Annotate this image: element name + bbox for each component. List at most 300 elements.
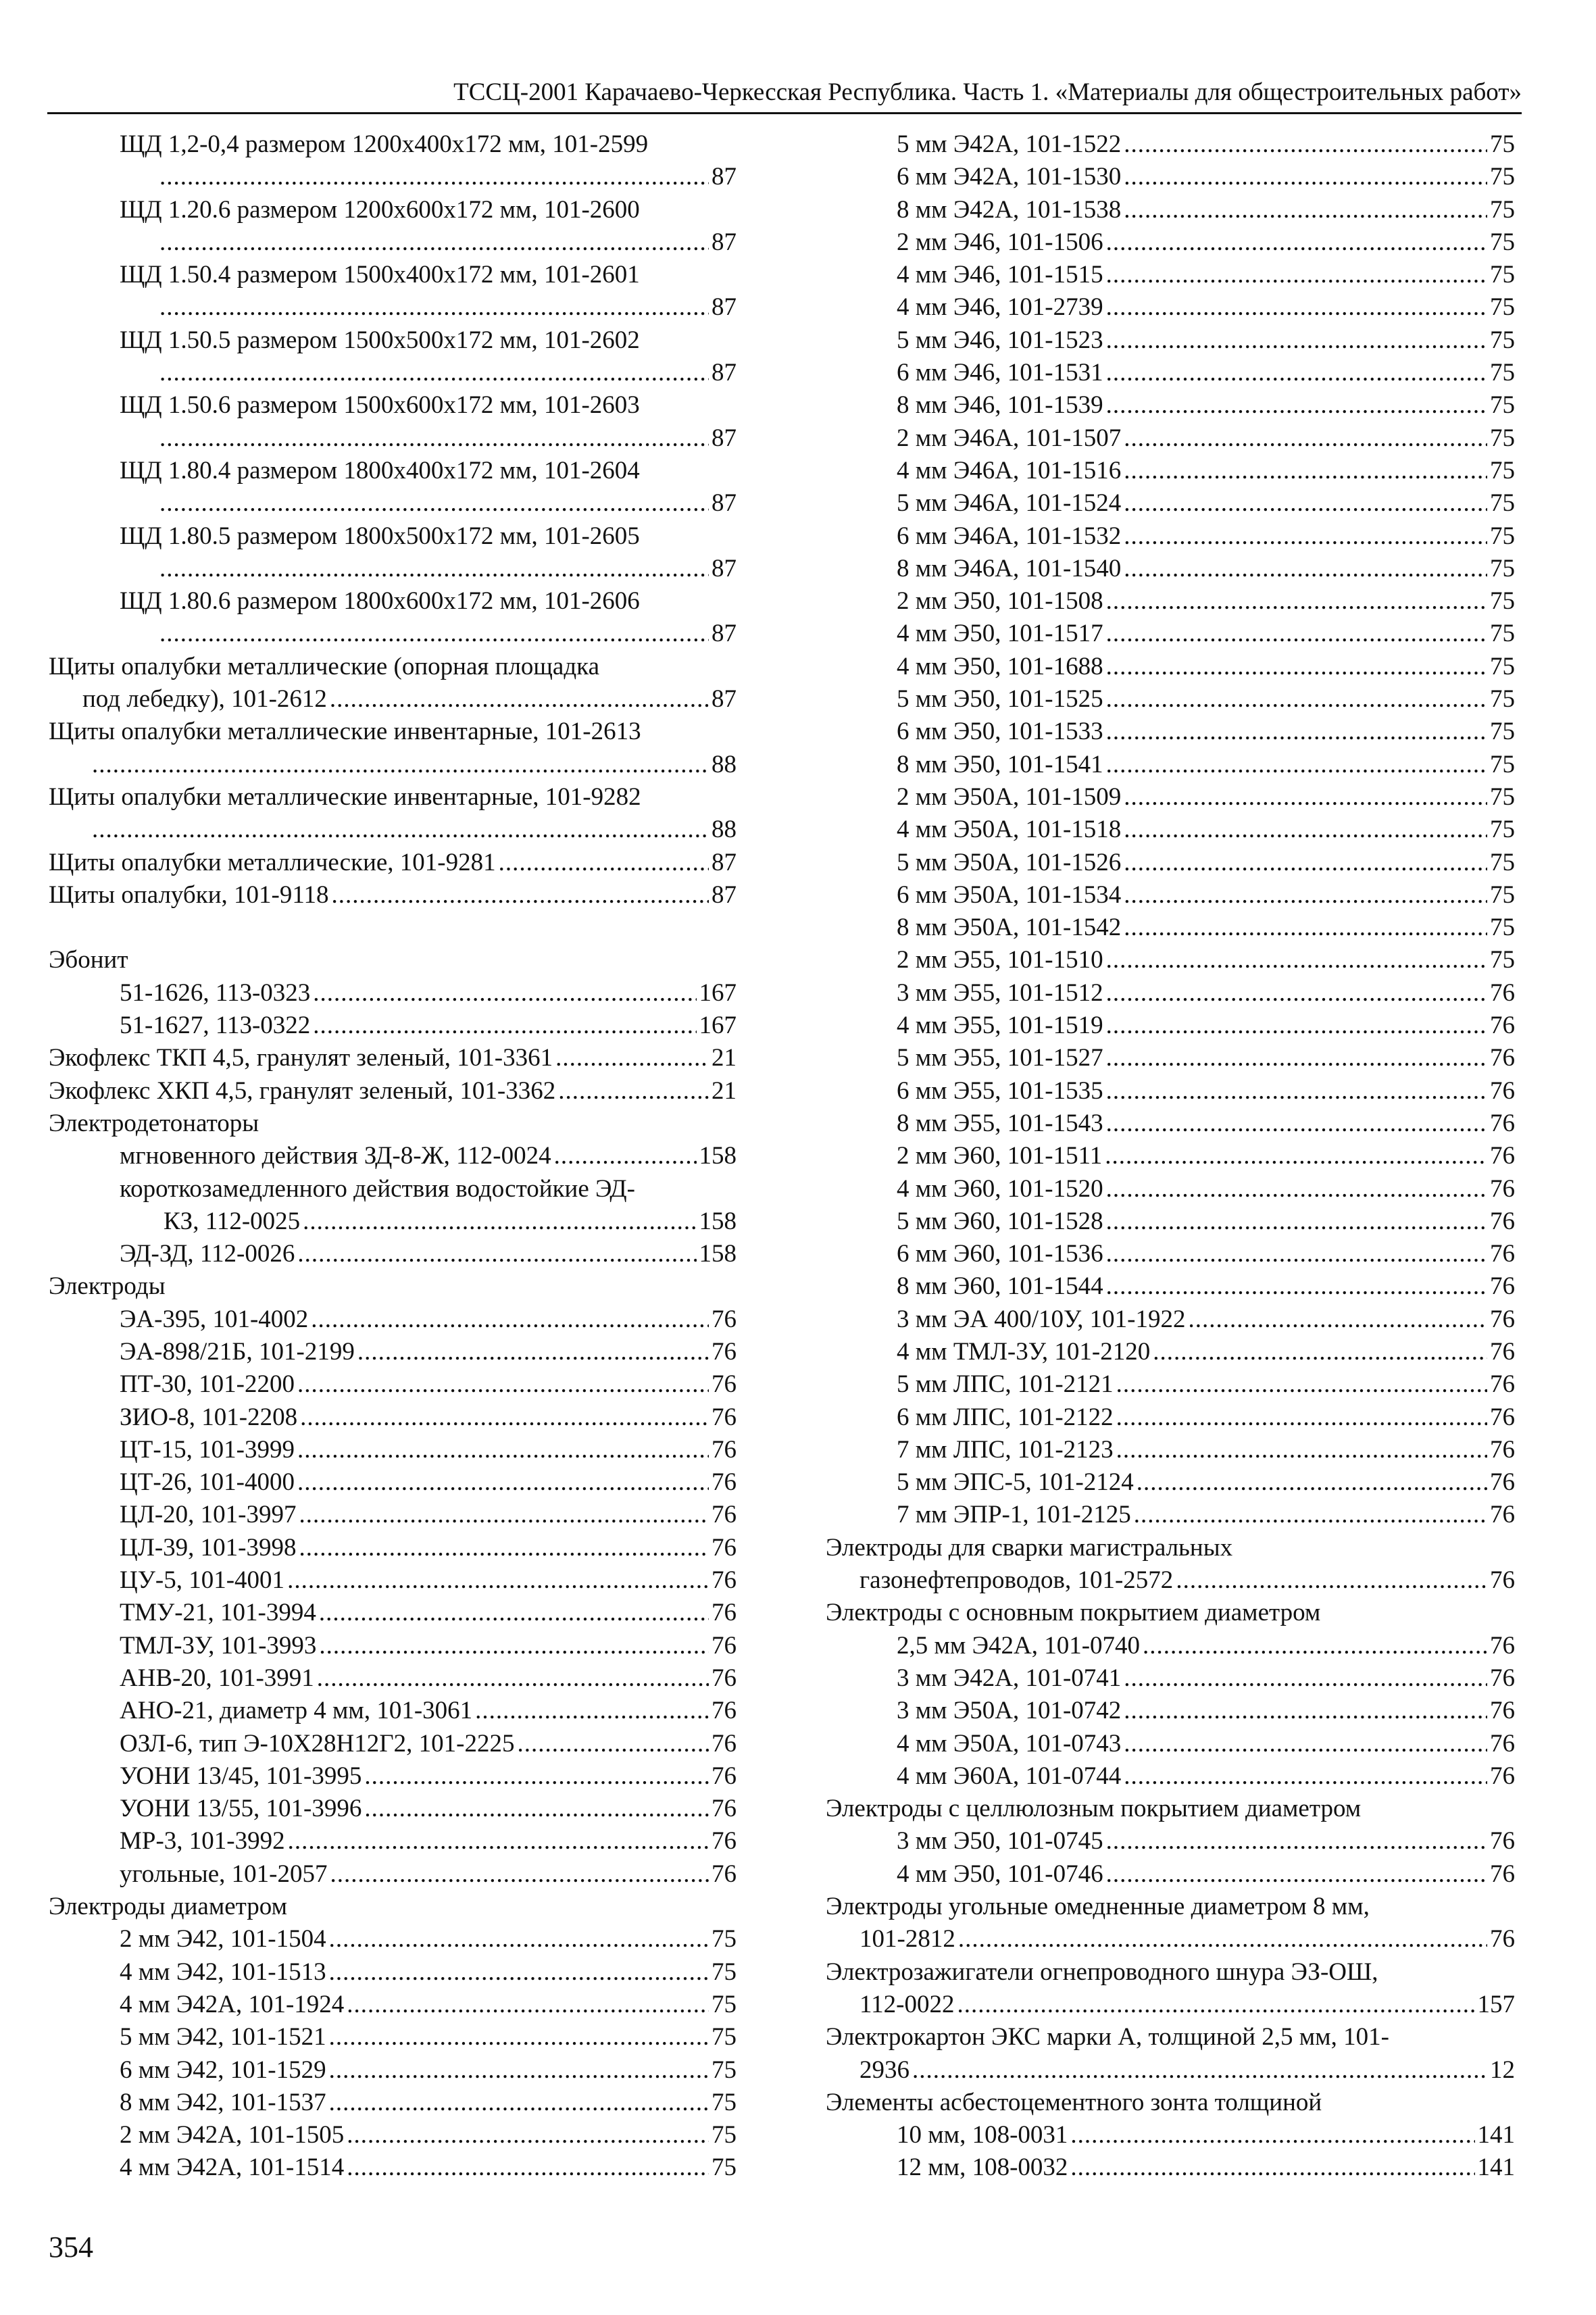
index-entry bbox=[49, 291, 737, 324]
dot-leader bbox=[313, 977, 696, 1010]
index-entry bbox=[49, 1662, 737, 1695]
entry-text: 51-1626, 113-0323 bbox=[120, 978, 311, 1007]
dot-leader bbox=[329, 2054, 709, 2087]
index-entry bbox=[826, 1728, 1515, 1760]
page-ref: 21 bbox=[712, 1076, 737, 1105]
dot-leader bbox=[313, 1010, 696, 1042]
page-ref: 87 bbox=[712, 228, 737, 256]
page-ref: 75 bbox=[1490, 587, 1515, 616]
index-entry bbox=[826, 1564, 1515, 1597]
entry-text: 2 мм Э60, 101-1511 bbox=[897, 1142, 1103, 1170]
entry-text: Экофлекс ТКП 4,5, гранулят зеленый, 101-3361 bbox=[49, 1044, 553, 1072]
dot-leader bbox=[329, 2021, 709, 2053]
dot-leader bbox=[297, 1238, 696, 1270]
dot-leader bbox=[311, 1303, 709, 1336]
index-entry bbox=[49, 585, 737, 618]
index-entry bbox=[826, 1630, 1515, 1662]
page-ref: 76 bbox=[712, 1631, 737, 1660]
page-ref: 76 bbox=[1490, 1566, 1515, 1595]
index-entry bbox=[49, 977, 737, 1010]
entry-text: Щиты опалубки металлические, 101-9281 bbox=[49, 848, 496, 876]
entry-text: 4 мм Э46, 101-2739 bbox=[897, 293, 1103, 322]
page-ref: 75 bbox=[1490, 326, 1515, 354]
entry-text: ЩД 1.50.6 размером 1500x600x172 мм, 101-2603 bbox=[120, 391, 640, 420]
dot-leader bbox=[347, 1989, 709, 2021]
index-entry bbox=[826, 1989, 1515, 2021]
dot-leader bbox=[1105, 1140, 1487, 1172]
index-entry bbox=[826, 814, 1515, 846]
entry-text: ЦУ-5, 101-4001 bbox=[120, 1566, 285, 1595]
dot-leader bbox=[357, 1336, 709, 1368]
page-ref: 76 bbox=[1490, 1142, 1515, 1170]
dot-leader bbox=[1124, 1695, 1487, 1727]
page-ref: 87 bbox=[712, 359, 737, 387]
entry-text: 3 мм ЭА 400/10У, 101-1922 bbox=[897, 1305, 1186, 1333]
page-ref: 75 bbox=[712, 2056, 737, 2084]
index-entry bbox=[49, 944, 737, 976]
dot-leader bbox=[1106, 1042, 1487, 1074]
index-entry bbox=[49, 1728, 737, 1760]
page-ref: 76 bbox=[1490, 1631, 1515, 1660]
entry-text: 2 мм Э46А, 101-1507 bbox=[897, 424, 1122, 452]
index-entry bbox=[826, 1825, 1515, 1858]
index-entry bbox=[49, 1107, 737, 1140]
dot-leader bbox=[1106, 1010, 1487, 1042]
index-entry bbox=[826, 553, 1515, 585]
entry-text: ЭА-898/21Б, 101-2199 bbox=[120, 1337, 355, 1366]
entry-text: ЩД 1.80.4 размером 1800x400x172 мм, 101-2604 bbox=[120, 456, 640, 484]
entry-text: 4 мм Э50, 101-0746 bbox=[897, 1860, 1103, 1888]
dot-leader bbox=[1134, 1499, 1487, 1531]
entry-text: 4 мм Э55, 101-1519 bbox=[897, 1012, 1103, 1040]
dot-leader bbox=[1106, 749, 1487, 781]
index-entry bbox=[826, 2021, 1515, 2053]
dot-leader bbox=[329, 1923, 709, 1956]
index-entry bbox=[826, 324, 1515, 357]
index-entry bbox=[826, 977, 1515, 1010]
dot-leader bbox=[288, 1825, 709, 1858]
page-ref: 75 bbox=[1490, 424, 1515, 452]
dot-leader bbox=[364, 1760, 709, 1793]
entry-text: 2 мм Э42, 101-1504 bbox=[120, 1925, 326, 1953]
index-entry bbox=[49, 618, 737, 650]
index-entry bbox=[49, 1238, 737, 1270]
index-entry bbox=[49, 1532, 737, 1564]
entry-text: 2 мм Э50, 101-1508 bbox=[897, 587, 1103, 616]
entry-text: 4 мм Э42А, 101-1924 bbox=[120, 1990, 345, 2018]
page-ref: 76 bbox=[1490, 1076, 1515, 1105]
page-ref: 76 bbox=[1490, 1109, 1515, 1137]
entry-text: под лебедку), 101-2612 bbox=[82, 685, 327, 714]
dot-leader bbox=[317, 1662, 709, 1695]
index-entry bbox=[826, 1205, 1515, 1238]
index-entry bbox=[826, 291, 1515, 324]
entry-text: Электроды для сварки магистральных bbox=[826, 1533, 1233, 1562]
entry-text: ЩД 1,2-0,4 размером 1200x400x172 мм, 101-2599 bbox=[120, 130, 649, 158]
index-entry bbox=[826, 781, 1515, 814]
index-entry bbox=[49, 2087, 737, 2119]
dot-leader bbox=[329, 2087, 709, 2119]
page-ref: 76 bbox=[1490, 1272, 1515, 1301]
entry-text: угольные, 101-2057 bbox=[120, 1860, 328, 1888]
dot-leader bbox=[1143, 1630, 1487, 1662]
index-entry bbox=[49, 814, 737, 846]
page-ref: 12 bbox=[1490, 2056, 1515, 2084]
index-entry bbox=[49, 1825, 737, 1858]
index-entry bbox=[49, 2021, 737, 2053]
entry-text: 8 мм Э50А, 101-1542 bbox=[897, 914, 1122, 942]
dot-leader bbox=[555, 1042, 709, 1074]
entry-text: 5 мм Э50, 101-1525 bbox=[897, 685, 1103, 714]
index-entry bbox=[49, 1630, 737, 1662]
entry-text: 2 мм Э55, 101-1510 bbox=[897, 946, 1103, 974]
entry-text: 112-0022 bbox=[859, 1990, 955, 2018]
index-entry bbox=[826, 487, 1515, 520]
entry-text: ЩД 1.20.6 размером 1200x600x172 мм, 101-2600 bbox=[120, 195, 640, 224]
index-entry bbox=[826, 1858, 1515, 1891]
dot-leader bbox=[159, 553, 709, 585]
entry-text: Щиты опалубки металлические инвентарные, 101-9282 bbox=[49, 782, 641, 811]
page-ref: 76 bbox=[712, 1566, 737, 1595]
index-entry bbox=[49, 1760, 737, 1793]
entry-text: УОНИ 13/55, 101-3996 bbox=[120, 1795, 362, 1823]
dot-leader bbox=[1106, 585, 1487, 618]
dot-leader bbox=[558, 1075, 709, 1107]
entry-text: 12 мм, 108-0032 bbox=[897, 2154, 1068, 2182]
page-ref: 21 bbox=[712, 1044, 737, 1072]
entry-text: газонефтепроводов, 101-2572 bbox=[859, 1566, 1174, 1595]
dot-leader bbox=[1153, 1336, 1487, 1368]
page-ref: 76 bbox=[712, 1337, 737, 1366]
page-ref: 76 bbox=[1490, 1012, 1515, 1040]
index-entry bbox=[49, 259, 737, 291]
index-entry bbox=[49, 749, 737, 781]
page-ref: 87 bbox=[712, 880, 737, 909]
dot-leader bbox=[1106, 618, 1487, 650]
page-ref: 76 bbox=[1490, 1403, 1515, 1431]
dot-leader bbox=[1124, 847, 1487, 879]
entry-text: 3 мм Э50А, 101-0742 bbox=[897, 1697, 1122, 1725]
page-ref: 75 bbox=[1490, 652, 1515, 680]
dot-leader bbox=[297, 1434, 709, 1466]
entry-text: ЦТ-15, 101-3999 bbox=[120, 1435, 295, 1464]
index-entry bbox=[826, 422, 1515, 455]
dot-leader bbox=[1124, 128, 1487, 161]
entry-text: 8 мм Э46А, 101-1540 bbox=[897, 554, 1122, 582]
dot-leader bbox=[297, 1466, 709, 1499]
entry-text: 3 мм Э42А, 101-0741 bbox=[897, 1664, 1122, 1692]
index-entry bbox=[826, 585, 1515, 618]
dot-leader bbox=[329, 1956, 709, 1989]
entry-text: 3 мм Э50, 101-0745 bbox=[897, 1827, 1103, 1856]
index-entry bbox=[826, 2119, 1515, 2151]
dot-leader bbox=[1106, 389, 1487, 422]
entry-text: мгновенного действия ЗД-8-Ж, 112-0024 bbox=[120, 1142, 551, 1170]
page-ref: 75 bbox=[1490, 489, 1515, 518]
page-ref: 75 bbox=[1490, 391, 1515, 420]
entry-text: 2,5 мм Э42А, 101-0740 bbox=[897, 1631, 1141, 1660]
dot-leader bbox=[1124, 487, 1487, 520]
index-entry bbox=[826, 1760, 1515, 1793]
index-entry bbox=[826, 2054, 1515, 2087]
index-entry bbox=[826, 847, 1515, 879]
entry-text: 6 мм Э46, 101-1531 bbox=[897, 359, 1103, 387]
index-entry bbox=[826, 749, 1515, 781]
index-entry bbox=[826, 1140, 1515, 1172]
entry-text: АНВ-20, 101-3991 bbox=[120, 1664, 314, 1692]
index-entry bbox=[49, 781, 737, 814]
index-entry bbox=[826, 1662, 1515, 1695]
entry-text: Щиты опалубки металлические (опорная площадка bbox=[49, 652, 599, 680]
index-entry bbox=[49, 161, 737, 193]
dot-leader bbox=[1124, 194, 1487, 226]
dot-leader bbox=[347, 2119, 709, 2151]
entry-text: АНО-21, диаметр 4 мм, 101-3061 bbox=[120, 1697, 473, 1725]
entry-text: 6 мм Э46А, 101-1532 bbox=[897, 522, 1122, 550]
page-ref: 167 bbox=[699, 978, 737, 1007]
entry-text: 6 мм ЛПС, 101-2122 bbox=[897, 1403, 1114, 1431]
page-ref: 167 bbox=[699, 1012, 737, 1040]
index-entry bbox=[49, 2054, 737, 2087]
dot-leader bbox=[912, 2054, 1487, 2087]
page-ref: 87 bbox=[712, 163, 737, 191]
entry-text: ЦЛ-20, 101-3997 bbox=[120, 1501, 297, 1529]
index-entry bbox=[826, 683, 1515, 716]
dot-leader bbox=[1124, 781, 1487, 814]
dot-leader bbox=[330, 683, 709, 716]
page-ref: 76 bbox=[1490, 1174, 1515, 1203]
index-entry bbox=[826, 161, 1515, 193]
entry-text: 5 мм Э55, 101-1527 bbox=[897, 1044, 1103, 1072]
entry-text: 2 мм Э42А, 101-1505 bbox=[120, 2121, 345, 2149]
index-entry bbox=[826, 259, 1515, 291]
entry-text: Экофлекс ХКП 4,5, гранулят зеленый, 101-3362 bbox=[49, 1076, 556, 1105]
dot-leader bbox=[1106, 1270, 1487, 1303]
index-entry bbox=[49, 1793, 737, 1825]
entry-text: 8 мм Э42, 101-1537 bbox=[120, 2088, 326, 2116]
entry-text: 6 мм Э42А, 101-1530 bbox=[897, 163, 1122, 191]
dot-leader bbox=[159, 618, 709, 650]
index-entry bbox=[49, 683, 737, 716]
page-ref: 76 bbox=[1490, 1697, 1515, 1725]
page-ref: 75 bbox=[712, 2154, 737, 2182]
page-ref: 75 bbox=[1490, 880, 1515, 909]
entry-text: ЭД-ЗД, 112-0026 bbox=[120, 1240, 295, 1268]
dot-leader bbox=[1106, 1825, 1487, 1858]
index-entry bbox=[49, 1336, 737, 1368]
entry-text: 51-1627, 113-0322 bbox=[120, 1012, 311, 1040]
page-ref: 76 bbox=[1490, 1305, 1515, 1333]
entry-text: ЗИО-8, 101-2208 bbox=[120, 1403, 298, 1431]
page-ref: 76 bbox=[1490, 1925, 1515, 1953]
page-ref: 75 bbox=[1490, 685, 1515, 714]
index-entry bbox=[49, 1205, 737, 1238]
index-entry bbox=[826, 1336, 1515, 1368]
page-ref: 88 bbox=[712, 750, 737, 778]
dot-leader bbox=[287, 1564, 709, 1597]
index-column-right bbox=[826, 128, 1515, 2185]
dot-leader bbox=[1106, 944, 1487, 976]
index-entry bbox=[49, 651, 737, 683]
page-ref: 75 bbox=[1490, 848, 1515, 876]
dot-leader bbox=[1106, 291, 1487, 324]
entry-text: 5 мм Э46, 101-1523 bbox=[897, 326, 1103, 354]
index-entry bbox=[826, 618, 1515, 650]
index-entry bbox=[49, 1597, 737, 1629]
index-entry bbox=[826, 1010, 1515, 1042]
dot-leader bbox=[159, 226, 709, 259]
page-ref: 76 bbox=[712, 1305, 737, 1333]
index-entry bbox=[826, 879, 1515, 912]
dot-leader bbox=[364, 1793, 709, 1825]
dot-leader bbox=[159, 422, 709, 455]
entry-text: 4 мм Э50А, 101-0743 bbox=[897, 1729, 1122, 1758]
dot-leader bbox=[1124, 520, 1487, 553]
index-entry bbox=[49, 128, 737, 161]
page-ref: 76 bbox=[712, 1860, 737, 1888]
entry-text: Электрозажигатели огнепроводного шнура ЭЗ-ОШ, bbox=[826, 1958, 1378, 1986]
entry-text: Электроды диаметром bbox=[49, 1893, 288, 1921]
index-entry bbox=[49, 389, 737, 422]
page-ref: 76 bbox=[1490, 1729, 1515, 1758]
index-entry bbox=[49, 487, 737, 520]
index-entry bbox=[826, 1368, 1515, 1401]
dot-leader bbox=[159, 357, 709, 389]
entry-text: ЭА-395, 101-4002 bbox=[120, 1305, 309, 1333]
index-entry bbox=[826, 1466, 1515, 1499]
page-ref: 76 bbox=[1490, 1207, 1515, 1235]
index-entry bbox=[826, 1238, 1515, 1270]
page-ref: 158 bbox=[699, 1142, 737, 1170]
index-entry bbox=[826, 1303, 1515, 1336]
entry-text: УОНИ 13/45, 101-3995 bbox=[120, 1762, 362, 1790]
entry-text: Элементы асбестоцементного зонта толщиной bbox=[826, 2088, 1322, 2116]
index-entry bbox=[49, 1858, 737, 1891]
entry-text: 8 мм Э50, 101-1541 bbox=[897, 750, 1103, 778]
page-ref: 87 bbox=[712, 848, 737, 876]
page-ref: 87 bbox=[712, 293, 737, 322]
entry-text: Электродетонаторы bbox=[49, 1109, 259, 1137]
page-ref: 75 bbox=[1490, 554, 1515, 582]
page-header: ТССЦ-2001 Карачаево-Черкесская Республика. Часть 1. «Материалы для общестроительных работ» bbox=[47, 73, 1522, 114]
index-entry bbox=[826, 1075, 1515, 1107]
entry-text: Щиты опалубки металлические инвентарные, 101-2613 bbox=[49, 718, 641, 746]
index-entry bbox=[49, 1075, 737, 1107]
entry-text: Электроды с основным покрытием диаметром bbox=[826, 1599, 1321, 1627]
dot-leader bbox=[1116, 1368, 1487, 1401]
index-entry bbox=[826, 226, 1515, 259]
index-entry bbox=[49, 1466, 737, 1499]
dot-leader bbox=[1124, 879, 1487, 912]
dot-leader bbox=[159, 161, 709, 193]
dot-leader bbox=[303, 1205, 696, 1238]
page-ref: 158 bbox=[699, 1240, 737, 1268]
dot-leader bbox=[1124, 1728, 1487, 1760]
dot-leader bbox=[159, 291, 709, 324]
entry-text: 4 мм ТМЛ-3У, 101-2120 bbox=[897, 1337, 1151, 1366]
entry-text: 4 мм Э50, 101-1688 bbox=[897, 652, 1103, 680]
dot-leader bbox=[1106, 1205, 1487, 1238]
page-ref: 75 bbox=[1490, 130, 1515, 158]
entry-text: короткозамедленного действия водостойкие ЭД- bbox=[120, 1174, 635, 1203]
page-ref: 75 bbox=[1490, 782, 1515, 811]
page-ref: 75 bbox=[712, 2088, 737, 2116]
entry-text: Электроды с целлюлозным покрытием диаметром bbox=[826, 1795, 1362, 1823]
dot-leader bbox=[1106, 1075, 1487, 1107]
dot-leader bbox=[331, 879, 709, 912]
index-entry bbox=[49, 1010, 737, 1042]
entry-text: ЩД 1.50.4 размером 1500x400x172 мм, 101-2601 bbox=[120, 261, 640, 289]
index-entry bbox=[826, 944, 1515, 976]
index-entry bbox=[49, 879, 737, 912]
index-entry bbox=[826, 1956, 1515, 1989]
entry-text: 8 мм Э55, 101-1543 bbox=[897, 1109, 1103, 1137]
entry-text: 5 мм Э42А, 101-1522 bbox=[897, 130, 1122, 158]
page-ref: 76 bbox=[712, 1795, 737, 1823]
index-entry bbox=[826, 1107, 1515, 1140]
index-entry bbox=[49, 194, 737, 226]
index-entry bbox=[826, 1434, 1515, 1466]
page-ref: 75 bbox=[1490, 456, 1515, 484]
entry-text: ЦТ-26, 101-4000 bbox=[120, 1468, 295, 1497]
page-ref: 75 bbox=[1490, 946, 1515, 974]
dot-leader bbox=[299, 1499, 709, 1531]
entry-text: Электрокартон ЭКС марки А, толщиной 2,5 мм, 101- bbox=[826, 2023, 1389, 2051]
dot-leader bbox=[1124, 1662, 1487, 1695]
index-entry bbox=[826, 128, 1515, 161]
entry-text: 2 мм Э50А, 101-1509 bbox=[897, 782, 1122, 811]
entry-text: 5 мм Э46А, 101-1524 bbox=[897, 489, 1122, 518]
entry-text: 5 мм Э60, 101-1528 bbox=[897, 1207, 1103, 1235]
index-entry bbox=[49, 1434, 737, 1466]
page-ref: 76 bbox=[1490, 1664, 1515, 1692]
index-entry bbox=[49, 1956, 737, 1989]
index-entry bbox=[826, 1532, 1515, 1564]
blank-line bbox=[49, 912, 737, 944]
entry-text: 4 мм Э50, 101-1517 bbox=[897, 620, 1103, 648]
index-entry bbox=[826, 2087, 1515, 2119]
index-entry bbox=[49, 1923, 737, 1956]
page-ref: 76 bbox=[712, 1533, 737, 1562]
page-ref: 87 bbox=[712, 554, 737, 582]
page-ref: 76 bbox=[712, 1403, 737, 1431]
page-ref: 75 bbox=[1490, 914, 1515, 942]
page-ref: 87 bbox=[712, 489, 737, 518]
page-ref: 76 bbox=[712, 1827, 737, 1856]
dot-leader bbox=[1106, 977, 1487, 1010]
dot-leader bbox=[1106, 1238, 1487, 1270]
page-ref: 75 bbox=[1490, 195, 1515, 224]
page-ref: 76 bbox=[1490, 1044, 1515, 1072]
page-ref: 76 bbox=[1490, 1370, 1515, 1399]
index-entry bbox=[826, 357, 1515, 389]
page-ref: 87 bbox=[712, 620, 737, 648]
dot-leader bbox=[1106, 716, 1487, 748]
index-entry bbox=[826, 1597, 1515, 1629]
entry-text: 10 мм, 108-0031 bbox=[897, 2121, 1068, 2149]
entry-text: 5 мм ЛПС, 101-2121 bbox=[897, 1370, 1114, 1399]
page-ref: 75 bbox=[1490, 261, 1515, 289]
index-entry bbox=[826, 2151, 1515, 2184]
page-ref: 76 bbox=[1490, 1468, 1515, 1497]
dot-leader bbox=[1106, 357, 1487, 389]
index-entry bbox=[49, 324, 737, 357]
index-entry bbox=[49, 455, 737, 487]
page-ref: 76 bbox=[1490, 1337, 1515, 1366]
index-entry bbox=[49, 1270, 737, 1303]
index-entry bbox=[826, 912, 1515, 944]
page-ref: 75 bbox=[712, 1925, 737, 1953]
